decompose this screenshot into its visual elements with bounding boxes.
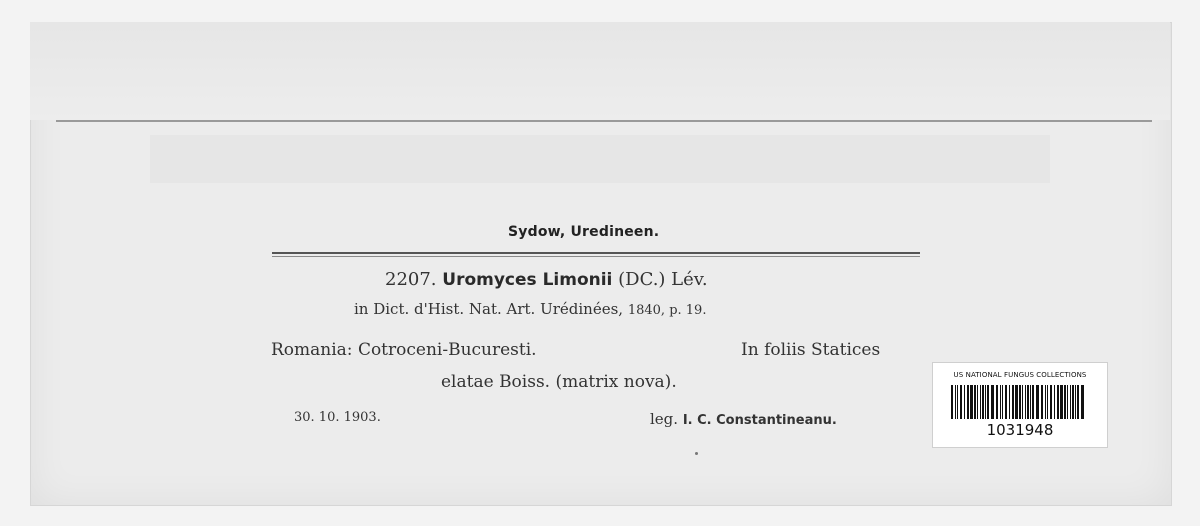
taxon-line: [385, 269, 708, 290]
citation-line: [354, 300, 706, 318]
collection-date: 30. 10. 1903.: [294, 410, 381, 425]
collector-prefix: leg.: [650, 410, 679, 428]
series-header: Sydow, Uredineen.: [508, 224, 660, 240]
barcode-icon: [951, 385, 1089, 419]
citation-year-page: 1840, p. 19.: [627, 303, 707, 318]
header-rule-thin: [272, 256, 920, 257]
taxon-authority: (DC.) Lév.: [618, 269, 708, 290]
header-rule: [272, 252, 920, 254]
host-line-1: In foliis Statices: [741, 340, 881, 360]
exsiccata-number: 2207.: [385, 269, 437, 290]
citation-text: in Dict. d'Hist. Nat. Art. Urédinées,: [354, 300, 624, 318]
ink-speck: [695, 452, 698, 455]
taxon-name: Uromyces Limonii: [442, 270, 613, 290]
barcode-number: 1031948: [986, 421, 1054, 439]
locality: Romania: Cotroceni-Bucuresti.: [271, 340, 537, 360]
barcode-label: [932, 362, 1108, 448]
collector-name: I. C. Constantineanu.: [682, 413, 837, 428]
collector-line: [650, 410, 837, 428]
host-line-2: elatae Boiss. (matrix nova).: [441, 372, 677, 392]
barcode-title: US NATIONAL FUNGUS COLLECTIONS: [953, 371, 1087, 379]
